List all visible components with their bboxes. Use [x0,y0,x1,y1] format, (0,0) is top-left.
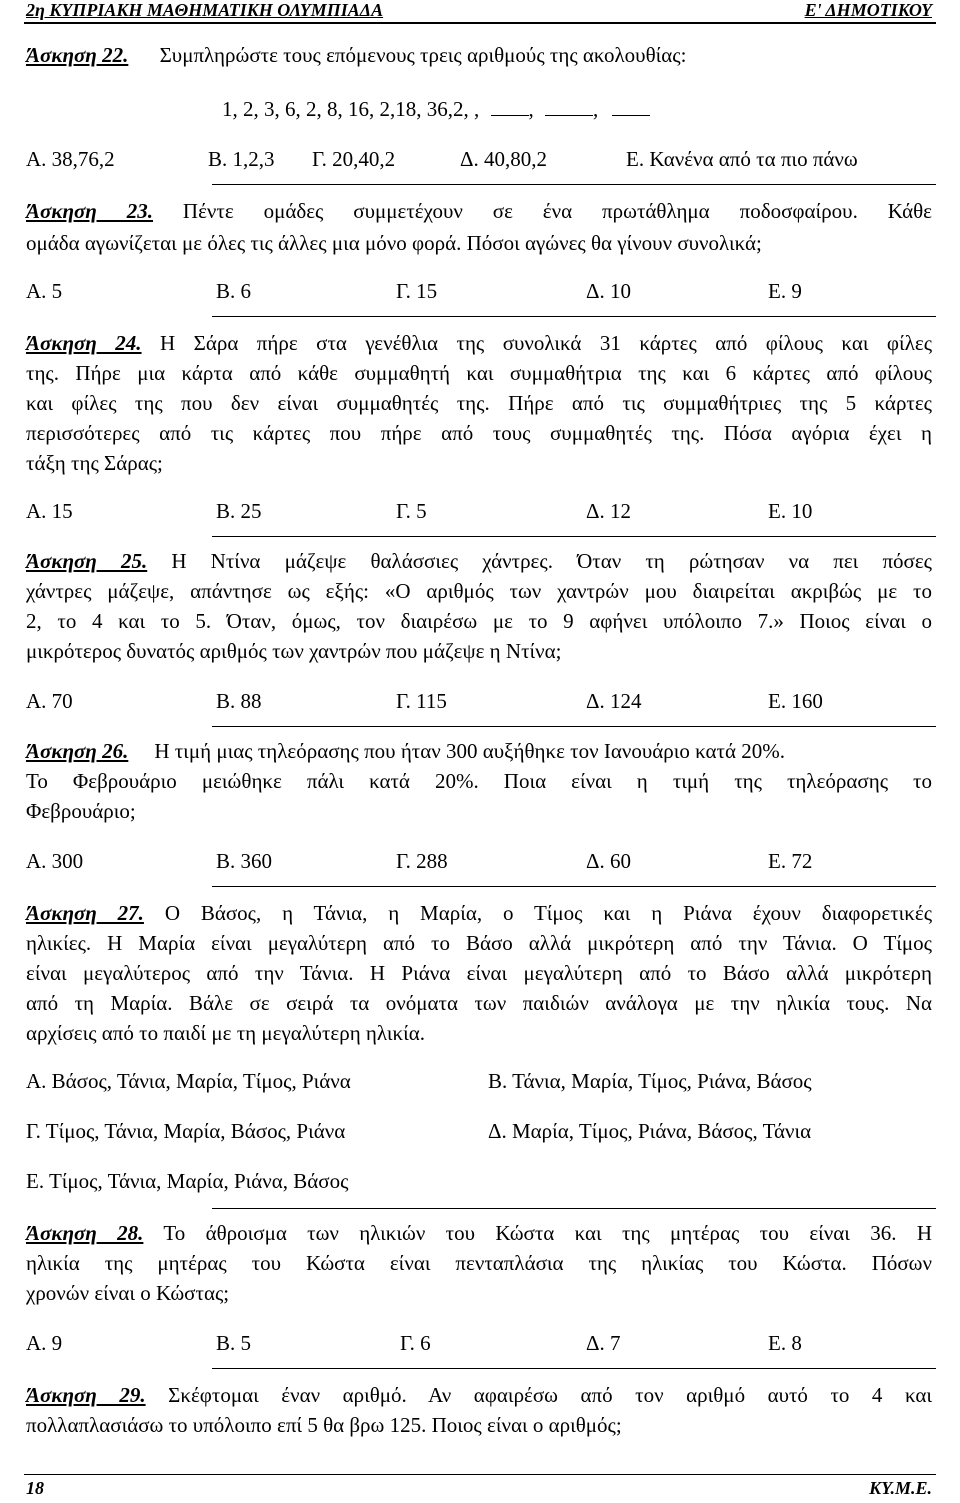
header-rule [24,22,936,24]
exercise-26: Άσκηση 26. Η τιμή μιας τηλεόρασης που ήταν 300 αυξήθηκε τον Ιανουάριο κατά 20%. [26,739,785,763]
exercise-title: Άσκηση 29. [26,1383,146,1407]
option-e: Ε. Κανένα από τα πιο πάνω [626,147,858,171]
option-e: Ε. 8 [768,1331,802,1355]
separator [212,184,936,185]
option-c: Γ. 288 [396,849,448,873]
exercise-text: από τη Μαρία. Βάλε σε σειρά τα ονόματα των παιδιών ανάλογα με την ηλικία τους. Να [26,991,932,1015]
exercise-text: 2, το 4 και το 5. Όταν, όμως, τον διαιρέσω με το 9 αφήνει υπόλοιπο 7.» Ποιος είναι ο [26,609,932,633]
exercise-text: ομάδα αγωνίζεται με όλες τις άλλες μια μόνο φορά. Πόσοι αγώνες θα γίνουν συνολικά; [26,231,762,255]
exercise-title: Άσκηση 27. [26,901,144,925]
option-d: Δ. 7 [586,1331,621,1355]
option-b: Β. 88 [216,689,262,713]
exercise-text: Το Φεβρουάριο μειώθηκε πάλι κατά 20%. Ποια είναι η τιμή της τηλεόρασης το [26,769,932,793]
separator [212,536,936,537]
exercise-title: Άσκηση 22. [26,43,129,67]
exercise-27: Άσκηση 27. Ο Βάσος, η Τάνια, η Μαρία, ο Τίμος και η Ριάνα έχουν διαφορετικές [26,901,933,925]
option-c: Γ. 15 [396,279,438,303]
option-e: Ε. Τίμος, Τάνια, Μαρία, Ριάνα, Βάσος [26,1169,349,1193]
exercise-text: πολλαπλασιάσω το υπόλοιπο επί 5 θα βρω 125. Ποιος είναι ο αριθμός; [26,1413,622,1437]
exercise-text: χρονών είναι ο Κώστας; [26,1281,230,1305]
exercise-title: Άσκηση 28. [26,1221,144,1245]
option-b: Β. Τάνια, Μαρία, Τίμος, Ριάνα, Βάσος [488,1069,812,1093]
option-e: Ε. 10 [768,499,813,523]
exercise-title: Άσκηση 25. [26,549,148,573]
option-b: Β. 360 [216,849,273,873]
option-a: Α. 9 [26,1331,63,1355]
exercise-title: Άσκηση 23. [26,199,153,223]
option-e: Ε. 72 [768,849,813,873]
answer-blank [491,97,529,116]
exercise-title: Άσκηση 26. [26,739,129,763]
exercise-text: και φίλες της που δεν είναι συμμαθητές της. Πήρε από τις συμμαθήτριες της 5 κάρτες [26,391,932,415]
option-b: Β. 25 [216,499,262,523]
separator [212,1208,936,1209]
page-number: 18 [26,1478,44,1498]
sequence-line: 1, 2, 3, 6, 2, 8, 16, 2,18, 36,2, , , , [222,94,650,124]
answer-blank [612,97,650,116]
option-d: Δ. 124 [586,689,642,713]
exercise-25: Άσκηση 25. Η Ντίνα μάζεψε θαλάσσιες χάντρες. Όταν τη ρώτησαν να πει πόσες [26,549,932,573]
separator [212,316,936,317]
answer-blank [545,97,593,116]
separator [212,886,936,887]
option-c: Γ. 5 [396,499,427,523]
option-a: Α. 5 [26,279,63,303]
exercise-29: Άσκηση 29. Σκέφτομαι έναν αριθμό. Αν αφαιρέσω από τον αριθμό αυτό το 4 και [26,1383,932,1407]
option-e: Ε. 160 [768,689,823,713]
option-e: Ε. 9 [768,279,802,303]
option-d: Δ. Μαρία, Τίμος, Ριάνα, Βάσος, Τάνια [488,1119,812,1143]
exercise-text: μικρότερος δυνατός αριθμός των χαντρών που μάζεψε η Ντίνα; [26,639,562,663]
exercise-text: τάξη της Σάρας; [26,451,163,475]
exercise-text: της. Πήρε μια κάρτα από κάθε συμμαθητή και συμμαθήτρια της και 6 κάρτες από φίλους [26,361,932,385]
exercise-text: ηλικίες. Η Μαρία είναι μεγαλύτερη από το Βάσο αλλά μικρότερη από την Τάνια. Ο Τίμος [26,931,932,955]
option-c: Γ. 6 [400,1331,431,1355]
option-d: Δ. 60 [586,849,632,873]
exercise-23: Άσκηση 23. Πέντε ομάδες συμμετέχουν σε ένα πρωτάθλημα ποδοσφαίρου. Κάθε [26,199,932,223]
exercise-24: Άσκηση 24. Η Σάρα πήρε στα γενέθλια της συνολικά 31 κάρτες από φίλους και φίλες [26,331,933,355]
option-d: Δ. 12 [586,499,632,523]
exercise-text: είναι μεγαλύτερος από την Τάνια. Η Ριάνα είναι μεγαλύτερη από το Βάσο αλλά μικρότερη [26,961,932,985]
exercise-title: Άσκηση 24. [26,331,142,355]
option-a: Α. 70 [26,689,73,713]
footer-org: ΚΥ.Μ.Ε. [869,1478,932,1498]
option-a: Α. 38,76,2 [26,147,115,171]
exercise-text: περισσότερες από τις κάρτες που πήρε από τους συμμαθητές της. Πόσα αγόρια έχει η [26,421,932,445]
option-b: Β. 5 [216,1331,252,1355]
option-a: Α. 15 [26,499,73,523]
option-c: Γ. Τίμος, Τάνια, Μαρία, Βάσος, Ριάνα [26,1119,346,1143]
exercise-text: ηλικία της μητέρας του Κώστα είναι πενταπλάσια της ηλικίας του Κώστα. Πόσων [26,1251,932,1275]
option-a: Α. Βάσος, Τάνια, Μαρία, Τίμος, Ριάνα [26,1069,351,1093]
option-d: Δ. 10 [586,279,632,303]
header-grade: Ε' ΔΗΜΟΤΙΚΟΥ [804,0,932,20]
option-b: Β. 1,2,3 [208,147,275,171]
header-title: 2η ΚΥΠΡΙΑΚΗ ΜΑΘΗΜΑΤΙΚΗ ΟΛΥΜΠΙΑΔΑ [26,0,384,20]
option-a: Α. 300 [26,849,84,873]
option-b: Β. 6 [216,279,252,303]
exercise-28: Άσκηση 28. Το άθροισμα των ηλικιών του Κώστα και της μητέρας του είναι 36. Η [26,1221,933,1245]
separator [212,726,936,727]
option-c: Γ. 115 [396,689,447,713]
option-c: Γ. 20,40,2 [312,147,396,171]
separator [212,1368,936,1369]
exercise-text: αρχίσεις από το παιδί με τη μεγαλύτερη ηλικία. [26,1021,425,1045]
exercise-22 [26,40,932,70]
exercise-text: Συμπληρώστε τους επόμενους τρεις αριθμούς της ακολουθίας: [159,43,687,67]
sequence: 1, 2, 3, 6, 2, 8, 16, 2,18, 36,2, , [222,97,480,121]
exercise-text: χάντρες μάζεψε, απάντησε ως εξής: «Ο αριθμός των χαντρών μου διαιρείται ακριβώς με το [26,579,932,603]
exercise-text: Φεβρουάριο; [26,799,136,823]
option-d: Δ. 40,80,2 [460,147,548,171]
footer-rule [24,1474,936,1475]
